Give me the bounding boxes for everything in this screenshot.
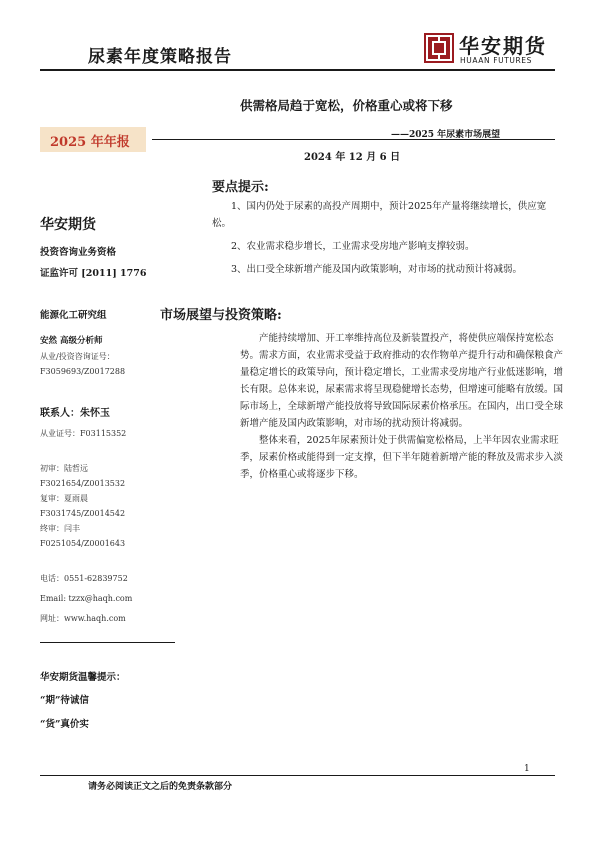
sidebar-reviewer-3: 终审：闫丰 <box>40 524 80 533</box>
sidebar-analyst-cert: F3059693/Z0017288 <box>40 367 126 376</box>
sidebar-reviewer-1-cert: F3021654/Z0013532 <box>40 479 126 488</box>
header-divider <box>40 69 555 71</box>
key-point-item: 2、农业需求稳步增长，工业需求受房地产影响支撑较弱。 <box>231 241 475 252</box>
sidebar-company-name: 华安期货 <box>40 217 96 233</box>
company-logo <box>424 30 556 68</box>
key-point-item: 1、国内仍处于尿素的高投产周期中，预计2025年产量将继续增长，供应宽松。 <box>212 201 547 229</box>
sidebar-tip-1: “期”待诚信 <box>40 695 89 706</box>
logo-english-name: HUAAN FUTURES <box>460 56 532 65</box>
sidebar-department: 能源化工研究组 <box>40 310 107 321</box>
report-type-title: 尿素年度策略报告 <box>88 47 232 67</box>
market-paragraph: 产能持续增加、开工率维持高位及新装置投产，将使供应端保持宽松态势。需求方面，农业需求受益于政府推动的农作物单产提升行动和确保粮食产量稳定增长的政策导向，预计稳定增长，工业需求受房地产行业低迷影响，增长有限。总体来说，尿素需求将呈现稳健增长态势，但增速可能略有放缓。国际市场上，全球新增产能投放将导致国际尿素价格承压。在国内，出口受全球新增产能及国内政策影响，对市场的扰动预计将减弱。 <box>240 333 564 429</box>
page-number: 1 <box>524 764 530 774</box>
huaan-logo-icon <box>424 33 454 63</box>
sidebar-analyst: 安然 高级分析师 <box>40 336 103 346</box>
market-outlook-body <box>240 330 565 483</box>
sidebar-license: 证监许可 [2011] 1776 <box>40 268 147 279</box>
sidebar-contact-cert: 从业证号：F03115352 <box>40 429 127 438</box>
sidebar-website[interactable]: 网址：www.haqh.com <box>40 614 126 623</box>
sidebar-reviewer-2-cert: F3031745/Z0014542 <box>40 509 126 518</box>
sidebar-qualification: 投资咨询业务资格 <box>40 247 117 258</box>
report-date: 2024 年 12 月 6 日 <box>304 152 401 163</box>
sidebar-reviewer-3-cert: F0251054/Z0001643 <box>40 539 126 548</box>
market-paragraph: 整体来看，2025年尿素预计处于供需偏宽松格局，上半年因农业需求旺季，尿素价格或能得到一定支撑，但下半年随着新增产能的释放及需求步入淡季，价格重心或将逐步下移。 <box>240 435 564 480</box>
sidebar-email[interactable]: Email: tzzx@haqh.com <box>40 594 133 603</box>
market-outlook-heading: 市场展望与投资策略: <box>160 308 282 323</box>
footer-divider <box>40 775 555 776</box>
sidebar-reviewer-2: 复审：夏雨晨 <box>40 494 88 503</box>
annual-report-badge <box>40 127 146 152</box>
logo-chinese-name: 华安期货 <box>459 34 547 58</box>
sidebar-phone: 电话：0551-62839752 <box>40 574 128 583</box>
sidebar-contact: 联系人：朱怀玉 <box>40 408 110 419</box>
badge-label: 2025 年年报 <box>50 135 130 150</box>
sidebar-tip-2: “货”真价实 <box>40 719 89 730</box>
sidebar-reviewer-1: 初审：陆哲远 <box>40 464 88 473</box>
report-series: ——2025 年尿素市场展望 <box>391 130 501 140</box>
report-title: 供需格局趋于宽松，价格重心或将下移 <box>240 98 453 113</box>
sidebar-divider <box>40 642 175 643</box>
key-points-heading: 要点提示: <box>212 180 269 195</box>
key-points-list <box>212 198 552 278</box>
sidebar-tips-heading: 华安期货温馨提示： <box>40 672 126 683</box>
sidebar-analyst-cert-label: 从业/投资咨询证号： <box>40 352 115 361</box>
disclaimer-note: 请务必阅读正文之后的免责条款部分 <box>88 782 233 792</box>
key-point-item: 3、出口受全球新增产能及国内政策影响，对市场的扰动预计将减弱。 <box>231 264 523 275</box>
